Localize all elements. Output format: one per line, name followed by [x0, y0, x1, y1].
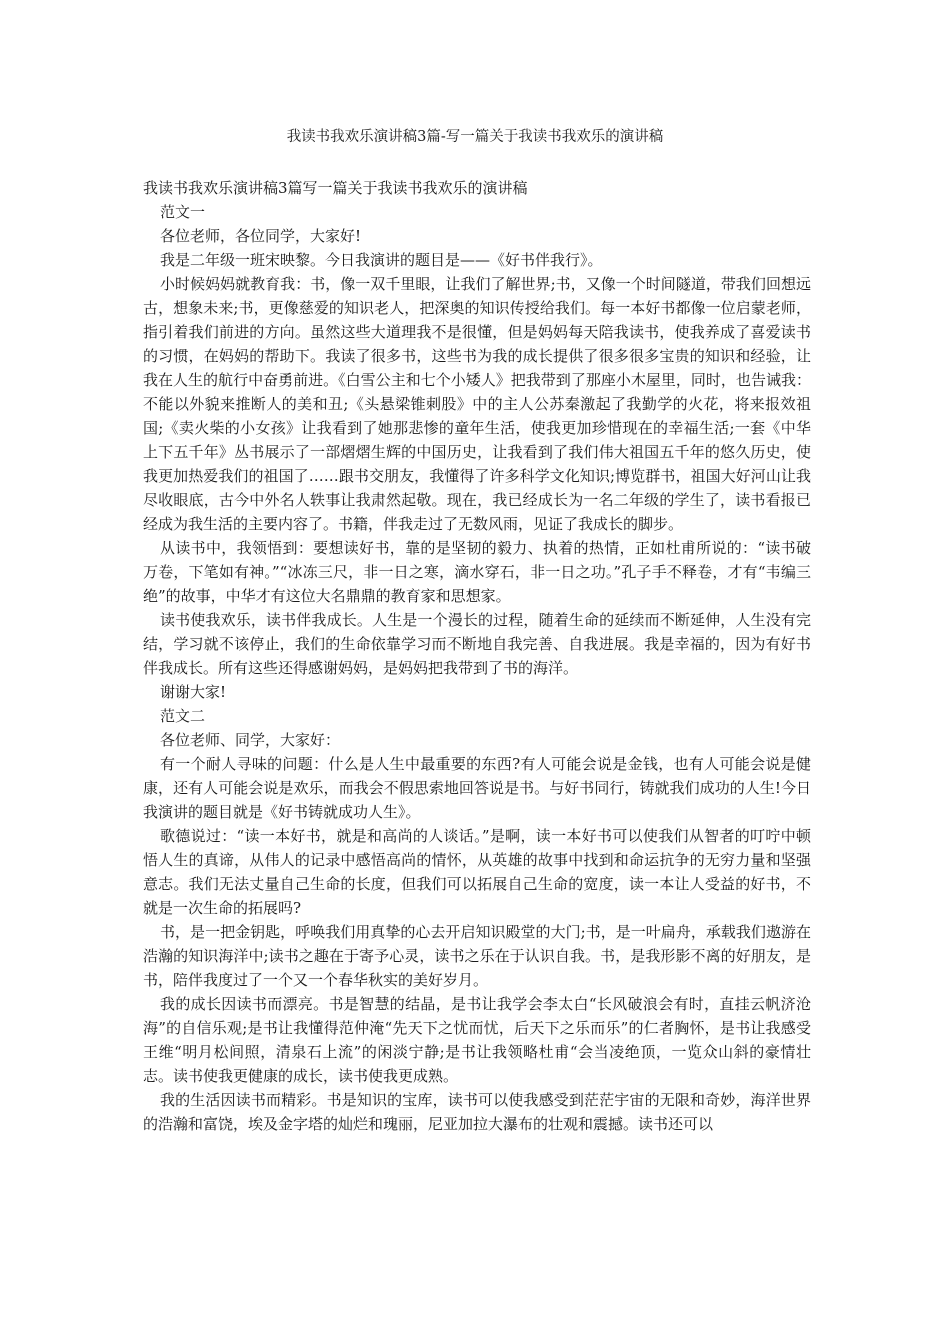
- paragraph: 谢谢大家!: [160, 683, 227, 701]
- paragraph: 各位老师，各位同学，大家好!: [160, 227, 362, 245]
- paragraph: 范文一: [160, 203, 206, 221]
- paragraph: 各位老师、同学，大家好：: [160, 731, 341, 749]
- paragraph: 有一个耐人寻味的问题：什么是人生中最重要的东西?有人可能会说是金钱，也有人可能会说是健康，还有人可能会说是欢乐，而我会不假思索地回答说是书。与好书同行，铸就我们成功的人生!今日我演讲的题目就是《好书铸就成功人生》。: [143, 755, 811, 821]
- paragraph: 书，是一把金钥匙，呼唤我们用真挚的心去开启知识殿堂的大门;书，是一叶扁舟，承载我们遨游在浩瀚的知识海洋中;读书之趣在于寄予心灵，读书之乐在于认识自我。书，是我形影不离的好朋友，是书，陪伴我度过了一个又一个春华秋实的美好岁月。: [143, 923, 811, 989]
- paragraph: 我是二年级一班宋映黎。今日我演讲的题目是——《好书伴我行》。: [160, 251, 603, 269]
- paragraph: 小时候妈妈就教育我：书，像一双千里眼，让我们了解世界;书，又像一个时间隧道，带我们回想远古，想象未来;书，更像慈爱的知识老人，把深奥的知识传授给我们。每一本好书都像一位启蒙老师，指引着我们前进的方向。虽然这些大道理我不是很懂，但是妈妈每天陪我读书，使我养成了喜爱读书的习惯，在妈妈的帮助下。我读了很多书，这些书为我的成长提供了很多很多宝贵的知识和经验，让我在人生的航行中奋勇前进。《白雪公主和七个小矮人》把我带到了那座小木屋里，同时，也告诫我：不能以外貌来推断人的美和丑;《头悬梁锥刺股》中的主人公苏秦激起了我勤学的火花，将来报效祖国;《卖火柴的小女孩》让我看到了她那悲惨的童年生活，使我更加珍惜现在的幸福生活;一套《中华上下五千年》丛书展示了一部熠熠生辉的中国历史，让我看到了我们伟大祖国五千年的悠久历史，使我更加热爱我们的祖国了……跟书交朋友，我懂得了许多科学文化知识;博览群书，祖国大好河山让我尽收眼底，古今中外名人轶事让我肃然起敬。现在，我已经成长为一名二年级的学生了，读书看报已经成为我生活的主要内容了。书籍，伴我走过了无数风雨，见证了我成长的脚步。: [143, 275, 811, 533]
- paragraph: 范文二: [160, 707, 206, 725]
- paragraph: 我的成长因读书而漂亮。书是智慧的结晶，是书让我学会李太白“长风破浪会有时，直挂云帆济沧海”的自信乐观;是书让我懂得范仲淹“先天下之忧而忧，后天下之乐而乐”的仁者胸怀，是书让我感受王维“明月松间照，清泉石上流”的闲淡宁静;是书让我领略杜甫“会当凌绝顶，一览众山斜的豪情壮志。读书使我更健康的成长，读书使我更成熟。: [143, 995, 811, 1085]
- document-body: [143, 176, 811, 1136]
- paragraph: 读书使我欢乐，读书伴我成长。人生是一个漫长的过程，随着生命的延续而不断延伸，人生没有完结，学习就不该停止，我们的生命依靠学习而不断地自我完善、自我进展。我是幸福的，因为有好书伴我成长。所有这些还得感谢妈妈，是妈妈把我带到了书的海洋。: [143, 611, 811, 677]
- document-title: 我读书我欢乐演讲稿3篇-写一篇关于我读书我欢乐的演讲稿: [286, 129, 664, 145]
- article-heading: 我读书我欢乐演讲稿3篇写一篇关于我读书我欢乐的演讲稿: [143, 179, 528, 197]
- paragraph: 从读书中，我领悟到：要想读好书，靠的是坚韧的毅力、执着的热情，正如杜甫所说的：“读书破万卷，下笔如有神。”“冰冻三尺，非一日之寒，滴水穿石，非一日之功。”孔子手不释卷，才有“韦编三绝”的故事，中华才有这位大名鼎鼎的教育家和思想家。: [143, 539, 811, 605]
- paragraph: 我的生活因读书而精彩。书是知识的宝库，读书可以使我感受到茫茫宇宙的无限和奇妙，海洋世界的浩瀚和富饶，埃及金字塔的灿烂和瑰丽，尼亚加拉大瀑布的壮观和震撼。读书还可以: [143, 1091, 811, 1133]
- paragraph: 歌德说过：“读一本好书，就是和高尚的人谈话。”是啊，读一本好书可以使我们从智者的叮咛中顿悟人生的真谛，从伟人的记录中感悟高尚的情怀，从英雄的故事中找到和命运抗争的无穷力量和坚强意志。我们无法丈量自己生命的长度，但我们可以拓展自己生命的宽度，读一本让人受益的好书，不就是一次生命的拓展吗?: [143, 827, 811, 917]
